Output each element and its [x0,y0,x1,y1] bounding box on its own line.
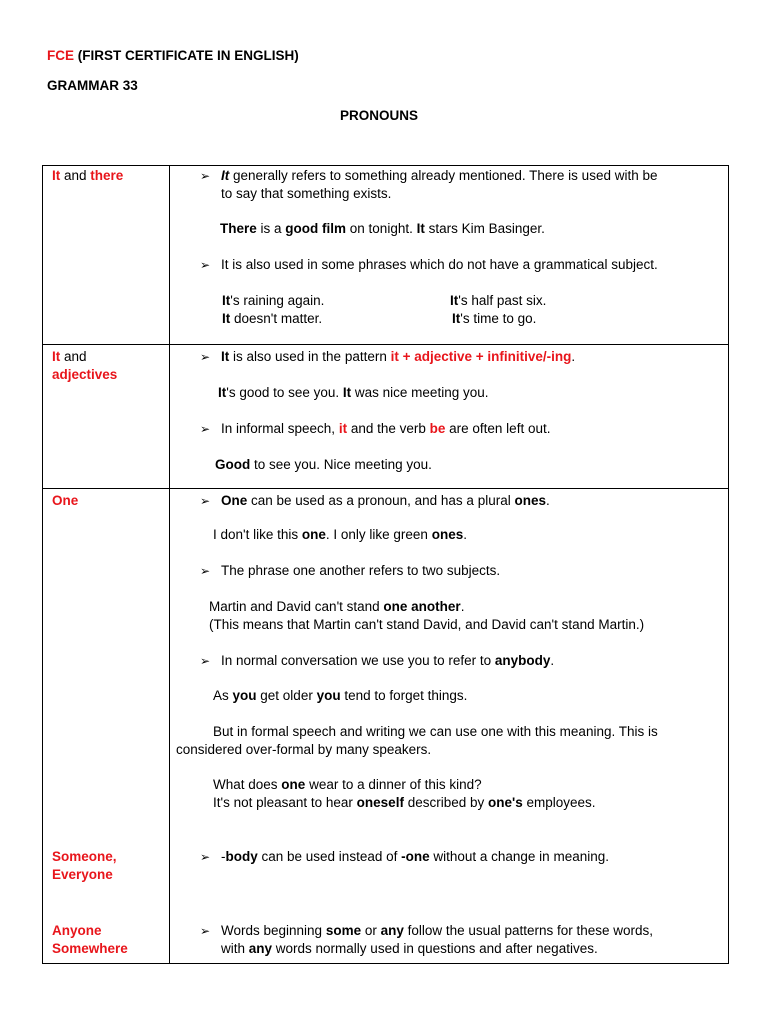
example-half-past: It's half past six. [450,293,547,308]
example-dinner: What does one wear to a dinner of this kind? [213,777,482,792]
bullet-icon: ➢ [200,422,211,436]
column-divider [169,489,170,848]
paragraph-formal-speech-cont: considered over-formal by many speakers. [176,742,432,757]
row-label-one: One [52,493,79,508]
row-label-it-there: It and there [52,168,124,183]
row-someone-everyone [43,848,728,922]
rule-some-any: Words beginning some or any follow the usual patterns for these words, [221,923,654,938]
example-doesnt-matter: It doesn't matter. [222,311,323,326]
row-it-and-adjectives [43,344,728,488]
example-good-to-see: It's good to see you. It was nice meeting you. [218,385,489,400]
rule-one-another: The phrase one another refers to two subjects. [221,563,501,578]
bullet-icon: ➢ [200,850,211,864]
example-get-older: As you get older you tend to forget things. [213,688,468,703]
rule-anybody: In normal conversation we use you to refer to anybody. [221,653,555,668]
row-label-someone: Someone, Everyone [52,849,117,882]
bullet-icon: ➢ [200,494,211,508]
rule-it-mentioned-cont: to say that something exists. [221,186,392,201]
paragraph-formal-speech: But in formal speech and writing we can use one with this meaning. This is [213,724,658,739]
page-title: PRONOUNS [340,108,419,123]
example-green-ones: I don't like this one. I only like green ones. [213,527,467,542]
row-anyone-somewhere [43,922,728,963]
example-good-film: There is a good film on tonight. It stars Kim Basinger. [220,221,545,236]
column-divider [169,345,170,488]
example-time-to-go: It's time to go. [452,311,537,326]
example-nice-meeting: Good to see you. Nice meeting you. [215,457,432,472]
grammar-number: GRAMMAR 33 [47,78,138,93]
row-it-and-there [43,166,728,344]
bullet-icon: ➢ [200,169,211,183]
rule-no-subject: It is also used in some phrases which do not have a grammatical subject. [221,257,658,272]
rule-pattern: It is also used in the pattern it + adjective + infinitive/-ing. [221,349,576,364]
fce-label: FCE [47,48,74,63]
fce-full-name: (FIRST CERTIFICATE IN ENGLISH) [77,48,299,63]
rule-informal: In informal speech, it and the verb be are often left out. [221,421,551,436]
example-one-another-explanation: (This means that Martin can't stand David, and David can't stand Martin.) [209,617,645,632]
row-label-it-adjectives: It and adjectives [52,349,118,382]
bullet-icon: ➢ [200,258,211,272]
example-one-another: Martin and David can't stand one another. [209,599,465,614]
bullet-icon: ➢ [200,924,211,938]
column-divider [169,922,170,963]
bullet-icon: ➢ [200,564,211,578]
rule-body-one: -body can be used instead of -one without a change in meaning. [221,849,609,864]
pronouns-table [42,165,729,964]
rule-one-pronoun: One can be used as a pronoun, and has a plural ones. [221,493,550,508]
example-oneself: It's not pleasant to hear oneself described by one's employees. [213,795,596,810]
example-raining: It's raining again. [222,293,325,308]
rule-some-any-cont: with any words normally used in questions and after negatives. [221,941,598,956]
row-one [43,488,728,848]
column-divider [169,848,170,922]
course-title [47,47,299,65]
rule-it-mentioned: It generally refers to something already mentioned. There is used with be [221,168,658,183]
column-divider [169,166,170,344]
bullet-icon: ➢ [200,350,211,364]
bullet-icon: ➢ [200,654,211,668]
row-label-anyone: Anyone Somewhere [52,923,128,956]
